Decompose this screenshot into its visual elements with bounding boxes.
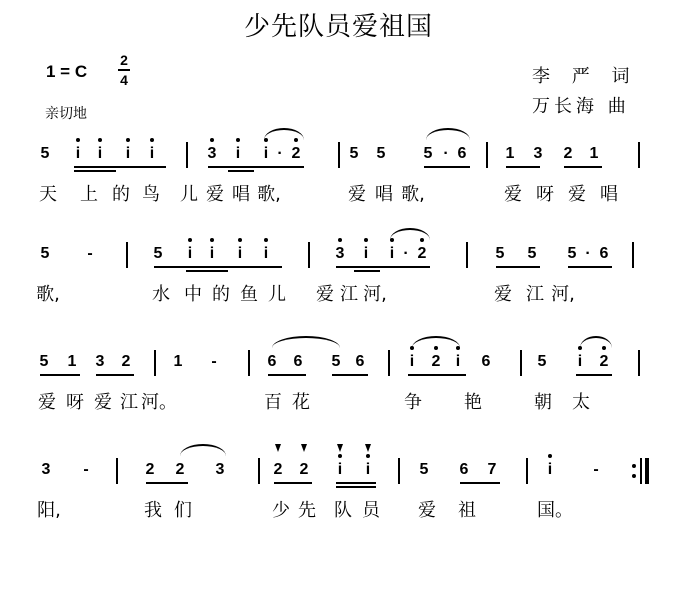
underline-beam-double [74, 170, 116, 172]
note: 5 [527, 245, 537, 262]
octave-dot [98, 138, 102, 142]
octave-dot [150, 138, 154, 142]
octave-dot [238, 238, 242, 242]
note: - [593, 461, 599, 478]
accent-mark [365, 444, 371, 452]
note: i [97, 145, 103, 162]
score-line-4 [0, 456, 677, 546]
underline-beam [408, 374, 466, 376]
bar-line [486, 142, 488, 168]
note: · [277, 145, 283, 162]
note: 5 [419, 461, 429, 478]
octave-dot [210, 238, 214, 242]
song-title: 少先队员爱祖国 [243, 12, 433, 42]
score-line-2 [0, 240, 677, 330]
note: i [75, 145, 81, 162]
lyric: 爱 [568, 184, 586, 205]
bar-line [308, 242, 310, 268]
lyric: 唱 [600, 184, 618, 205]
underline-beam [146, 482, 188, 484]
underline-beam [576, 374, 612, 376]
note: 6 [459, 461, 469, 478]
tempo-mood: 亲切地 [45, 106, 87, 122]
note: i [365, 461, 371, 478]
lyric: 员 [362, 500, 380, 521]
lyric: 爱 [94, 392, 112, 413]
note: 5 [376, 145, 386, 162]
note: i [263, 245, 269, 262]
lyric: 鸟 [142, 184, 160, 205]
underline-beam [154, 266, 282, 268]
lyric: 百 [264, 392, 282, 413]
note: 3 [207, 145, 217, 162]
note: 5 [331, 353, 341, 370]
octave-dot [366, 454, 370, 458]
note: i [577, 353, 583, 370]
note: 5 [153, 245, 163, 262]
note: 2 [291, 145, 301, 162]
note: 1 [589, 145, 599, 162]
underline-beam [74, 166, 166, 168]
slur [180, 444, 226, 456]
time-signature-rule [118, 69, 130, 71]
octave-dot [264, 238, 268, 242]
lyric: 河, [363, 284, 387, 305]
underline-beam-double [228, 170, 254, 172]
octave-dot [210, 138, 214, 142]
slur [264, 128, 304, 140]
note: 2 [431, 353, 441, 370]
note: 3 [335, 245, 345, 262]
note: 5 [567, 245, 577, 262]
underline-beam [336, 266, 430, 268]
note: 2 [299, 461, 309, 478]
octave-dot [338, 238, 342, 242]
lyric: 少 [272, 500, 290, 521]
lyric: 爱 [38, 392, 56, 413]
lyric: 阳, [37, 500, 61, 521]
note: 6 [293, 353, 303, 370]
bar-line [388, 350, 390, 376]
lyric: 爱 [418, 500, 436, 521]
note: i [209, 245, 215, 262]
lyric: 河, [551, 284, 575, 305]
note: 2 [121, 353, 131, 370]
lyric: 儿 [268, 284, 286, 305]
note: i [455, 353, 461, 370]
lyric: 儿 [180, 184, 198, 205]
note: 3 [41, 461, 51, 478]
note: 6 [355, 353, 365, 370]
note: 5 [40, 245, 50, 262]
lyric: 河。 [141, 392, 177, 413]
note: 6 [267, 353, 277, 370]
lyric: 呀 [536, 184, 554, 205]
lyric: 爱 [348, 184, 366, 205]
bar-line [116, 458, 118, 484]
note: 5 [537, 353, 547, 370]
lyric: 唱 [232, 184, 250, 205]
lyric: 江 [526, 284, 544, 305]
note: 2 [417, 245, 427, 262]
lyric: 的 [212, 284, 230, 305]
lyric: 爱 [494, 284, 512, 305]
lyric: 爱 [504, 184, 522, 205]
lyric: 歌, [36, 284, 60, 305]
note: 3 [95, 353, 105, 370]
note: 2 [145, 461, 155, 478]
octave-dot [236, 138, 240, 142]
key-signature: 1 = C [46, 62, 88, 81]
lyric: 先 [298, 500, 316, 521]
slur [580, 336, 612, 348]
bar-line [638, 142, 640, 168]
note: 5 [423, 145, 433, 162]
bar-line [466, 242, 468, 268]
lyric: 祖 [458, 500, 476, 521]
underline-beam [460, 482, 500, 484]
underline-beam [496, 266, 540, 268]
bar-line [632, 242, 634, 268]
lyric: 歌, [257, 184, 281, 205]
note: 5 [40, 145, 50, 162]
underline-beam-double [336, 486, 376, 488]
bar-line [338, 142, 340, 168]
time-signature [116, 52, 132, 88]
note: 6 [457, 145, 467, 162]
end-bar-thin [640, 458, 642, 484]
repeat-dot [632, 474, 636, 478]
time-signature-top: 2 [120, 52, 128, 68]
lyric: 爱 [316, 284, 334, 305]
note: 1 [505, 145, 515, 162]
bar-line [520, 350, 522, 376]
underline-beam [564, 166, 602, 168]
note: 7 [487, 461, 497, 478]
octave-dot [126, 138, 130, 142]
lyric: 的 [112, 184, 130, 205]
lyric: 唱 [375, 184, 393, 205]
octave-dot [188, 238, 192, 242]
bar-line [258, 458, 260, 484]
octave-dot [548, 454, 552, 458]
end-bar-thick [645, 458, 649, 484]
score-line-3 [0, 348, 677, 438]
bar-line [154, 350, 156, 376]
lyric: 们 [174, 500, 192, 521]
note: i [263, 145, 269, 162]
underline-beam [336, 482, 376, 484]
lyric: 天 [39, 184, 57, 205]
lyric: 花 [292, 392, 310, 413]
accent-mark [301, 444, 307, 452]
underline-beam [424, 166, 470, 168]
note: - [83, 461, 89, 478]
underline-beam [506, 166, 540, 168]
underline-beam [268, 374, 306, 376]
lyric: 上 [80, 184, 98, 205]
octave-dot [338, 454, 342, 458]
note: 6 [599, 245, 609, 262]
note: i [337, 461, 343, 478]
note: · [443, 145, 449, 162]
underline-beam [568, 266, 612, 268]
note: i [125, 145, 131, 162]
note: 2 [175, 461, 185, 478]
lyric: 中 [184, 284, 202, 305]
note: 2 [563, 145, 573, 162]
note: 3 [215, 461, 225, 478]
lyric: 歌, [401, 184, 425, 205]
bar-line [186, 142, 188, 168]
note: 1 [173, 353, 183, 370]
underline-beam [96, 374, 134, 376]
underline-beam-double [354, 270, 380, 272]
lyric: 国。 [537, 500, 573, 521]
note: i [187, 245, 193, 262]
note: i [363, 245, 369, 262]
bar-line [526, 458, 528, 484]
lyric: 水 [152, 284, 170, 305]
note: 2 [599, 353, 609, 370]
lyric: 队 [334, 500, 352, 521]
bar-line [398, 458, 400, 484]
lyricist-credit: 李 严 词 [532, 66, 638, 87]
time-signature-bottom: 4 [120, 72, 128, 88]
lyric: 江 [120, 392, 138, 413]
score-line-1 [0, 140, 677, 230]
underline-beam-double [186, 270, 228, 272]
lyric: 太 [572, 392, 590, 413]
note: 2 [273, 461, 283, 478]
lyric: 艳 [464, 392, 482, 413]
underline-beam [40, 374, 80, 376]
lyric: 鱼 [240, 284, 258, 305]
lyric: 呀 [66, 392, 84, 413]
lyric: 朝 [534, 392, 552, 413]
lyric: 江 [340, 284, 358, 305]
note: i [237, 245, 243, 262]
note: 3 [533, 145, 543, 162]
underline-beam [274, 482, 312, 484]
lyric: 爱 [206, 184, 224, 205]
note: 5 [495, 245, 505, 262]
note: · [585, 245, 591, 262]
note: - [211, 353, 217, 370]
bar-line [248, 350, 250, 376]
underline-beam [332, 374, 368, 376]
note: i [149, 145, 155, 162]
bar-line [638, 350, 640, 376]
composer-credit: 万长海 曲 [532, 96, 630, 117]
note: - [87, 245, 93, 262]
note: i [235, 145, 241, 162]
note: 5 [349, 145, 359, 162]
repeat-dot [632, 464, 636, 468]
octave-dot [76, 138, 80, 142]
note: i [547, 461, 553, 478]
note: 6 [481, 353, 491, 370]
lyric: 争 [404, 392, 422, 413]
underline-beam [208, 166, 304, 168]
lyric: 我 [144, 500, 162, 521]
bar-line [126, 242, 128, 268]
note: 1 [67, 353, 77, 370]
note: i [409, 353, 415, 370]
accent-mark [337, 444, 343, 452]
note: · [403, 245, 409, 262]
slur [272, 336, 340, 348]
slur [426, 128, 470, 140]
note: i [389, 245, 395, 262]
accent-mark [275, 444, 281, 452]
note: 5 [39, 353, 49, 370]
octave-dot [364, 238, 368, 242]
slur [412, 336, 460, 348]
